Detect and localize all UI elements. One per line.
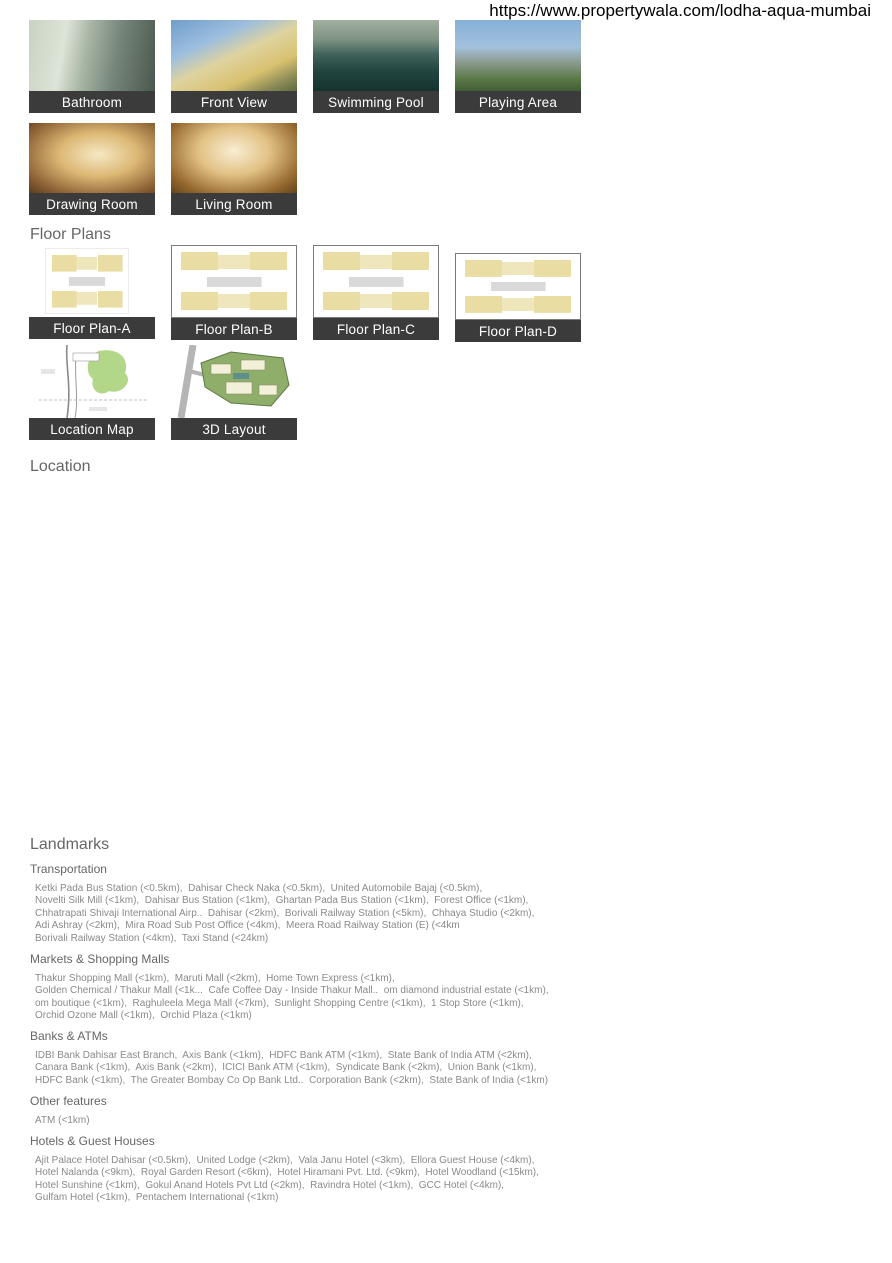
- gallery-thumb-drawing-room[interactable]: [29, 123, 155, 215]
- thumb-label: Floor Plan-B: [171, 318, 297, 340]
- section-title: Hotels & Guest Houses: [30, 1134, 155, 1148]
- plan-thumb-b[interactable]: [171, 245, 297, 342]
- landmark-line: Adi Ashray (<2km), Mira Road Sub Post Office (<4km), Meera Road Railway Station (E) (<4km: [35, 920, 460, 932]
- landmark-line: Novelti Silk Mill (<1km), Dahisar Bus Station (<1km), Ghartan Pada Bus Station (<1km), Forest Office (<1km),: [35, 895, 529, 907]
- landmark-line: Chhatrapati Shivaji International Airp.. Dahisar (<2km), Borivali Railway Station (<5km), Chhaya Studio (<2km),: [35, 907, 535, 919]
- section-title: Transportation: [30, 862, 107, 876]
- thumb-label: Swimming Pool: [313, 91, 439, 113]
- swimming-pool-photo: [313, 20, 439, 91]
- site-layout-graphic: [171, 345, 297, 418]
- location-heading: Location: [30, 458, 91, 475]
- gallery-thumb-swimming-pool[interactable]: [313, 20, 439, 113]
- landmark-line: IDBI Bank Dahisar East Branch, Axis Bank (<1km), HDFC Bank ATM (<1km), State Bank of India ATM (<2km),: [35, 1050, 532, 1061]
- bathroom-photo: [29, 20, 155, 91]
- landmark-line: HDFC Bank (<1km), The Greater Bombay Co Op Bank Ltd.. Corporation Bank (<2km), State Bank of India (<1km): [35, 1074, 549, 1086]
- thumb-label: Playing Area: [455, 91, 581, 113]
- thumb-label: Location Map: [29, 418, 155, 440]
- gallery-thumb-front-view[interactable]: [171, 20, 297, 113]
- thumb-label: 3D Layout: [171, 418, 297, 440]
- section-title: Other features: [30, 1094, 107, 1108]
- landmark-line: ATM (<1km): [35, 1115, 90, 1126]
- gallery-thumb-bathroom[interactable]: [29, 20, 155, 113]
- landmark-line: om boutique (<1km), Raghuleela Mega Mall (<7km), Sunlight Shopping Centre (<1km), 1 Stop Store (<1km),: [35, 997, 524, 1009]
- thumb-label: Bathroom: [29, 91, 155, 113]
- plan-thumb-d[interactable]: [455, 245, 581, 344]
- landmark-line: Borivali Railway Station (<4km), Taxi Stand (<24km): [35, 932, 269, 944]
- thumb-label: Floor Plan-A: [29, 317, 155, 339]
- landmarks-section-hotels: [30, 1134, 630, 1205]
- landmark-line: Golden Chemical / Thakur Mall (<1k... Cafe Coffee Day - Inside Thakur Mall.. om diamond industrial estate (<1km),: [35, 985, 549, 997]
- landmarks-section-markets: [30, 952, 630, 1023]
- landmark-line: Hotel Sunshine (<1km), Gokul Anand Hotels Pvt Ltd (<2km), Ravindra Hotel (<1km), GCC Hotel (<4km),: [35, 1179, 505, 1191]
- floor-plans-heading: Floor Plans: [30, 226, 111, 243]
- page-url-text: https://www.propertywala.com/lodha-aqua-mumbai: [489, 1, 871, 20]
- landmarks-section-other-features: [30, 1094, 630, 1127]
- landmarks-heading: Landmarks: [30, 836, 110, 853]
- section-title: Banks & ATMs: [30, 1029, 108, 1043]
- plan-thumb-c[interactable]: [313, 245, 439, 342]
- drawing-room-photo: [29, 123, 155, 193]
- playing-area-photo: [455, 20, 581, 91]
- landmark-line: Gulfam Hotel (<1km), Pentachem International (<1km): [35, 1192, 279, 1204]
- section-title: Markets & Shopping Malls: [30, 952, 170, 966]
- plan-thumb-location-map[interactable]: [29, 345, 155, 440]
- gallery-thumb-living-room[interactable]: [171, 123, 297, 215]
- front-view-photo: [171, 20, 297, 91]
- location-map-graphic: [29, 345, 155, 418]
- gallery-thumb-playing-area[interactable]: [455, 20, 581, 113]
- landmark-line: Ketki Pada Bus Station (<0.5km), Dahisar Check Naka (<0.5km), United Automobile Bajaj (<0.5km),: [35, 883, 483, 894]
- landmarks-section-transportation: [30, 862, 630, 945]
- landmark-line: Ajit Palace Hotel Dahisar (<0.5km), United Lodge (<2km), Vala Janu Hotel (<3km), Ellora Guest House (<4km),: [35, 1155, 535, 1166]
- landmark-line: Canara Bank (<1km), Axis Bank (<2km), ICICI Bank ATM (<1km), Syndicate Bank (<2km), Union Bank (<1km),: [35, 1062, 537, 1074]
- landmark-line: Hotel Nalanda (<9km), Royal Garden Resort (<6km), Hotel Hiramani Pvt. Ltd. (<9km), Hotel Woodland (<15km),: [35, 1167, 539, 1179]
- thumb-label: Floor Plan-D: [455, 320, 581, 342]
- thumb-label: Living Room: [171, 193, 297, 215]
- landmarks-section-banks: [30, 1029, 630, 1087]
- floor-plan-d-image: [455, 253, 581, 320]
- floor-plan-b-image: [171, 245, 297, 318]
- thumb-label: Drawing Room: [29, 193, 155, 215]
- plan-thumb-3d-layout[interactable]: [171, 345, 297, 440]
- living-room-photo: [171, 123, 297, 193]
- floor-plan-a-image: [45, 248, 129, 314]
- landmark-line: Thakur Shopping Mall (<1km), Maruti Mall (<2km), Home Town Express (<1km),: [35, 973, 395, 984]
- floor-plan-c-image: [313, 245, 439, 318]
- thumb-label: Front View: [171, 91, 297, 113]
- thumb-label: Floor Plan-C: [313, 318, 439, 340]
- landmark-line: Orchid Ozone Mall (<1km), Orchid Plaza (<1km): [35, 1010, 252, 1022]
- plan-thumb-a[interactable]: [29, 245, 155, 342]
